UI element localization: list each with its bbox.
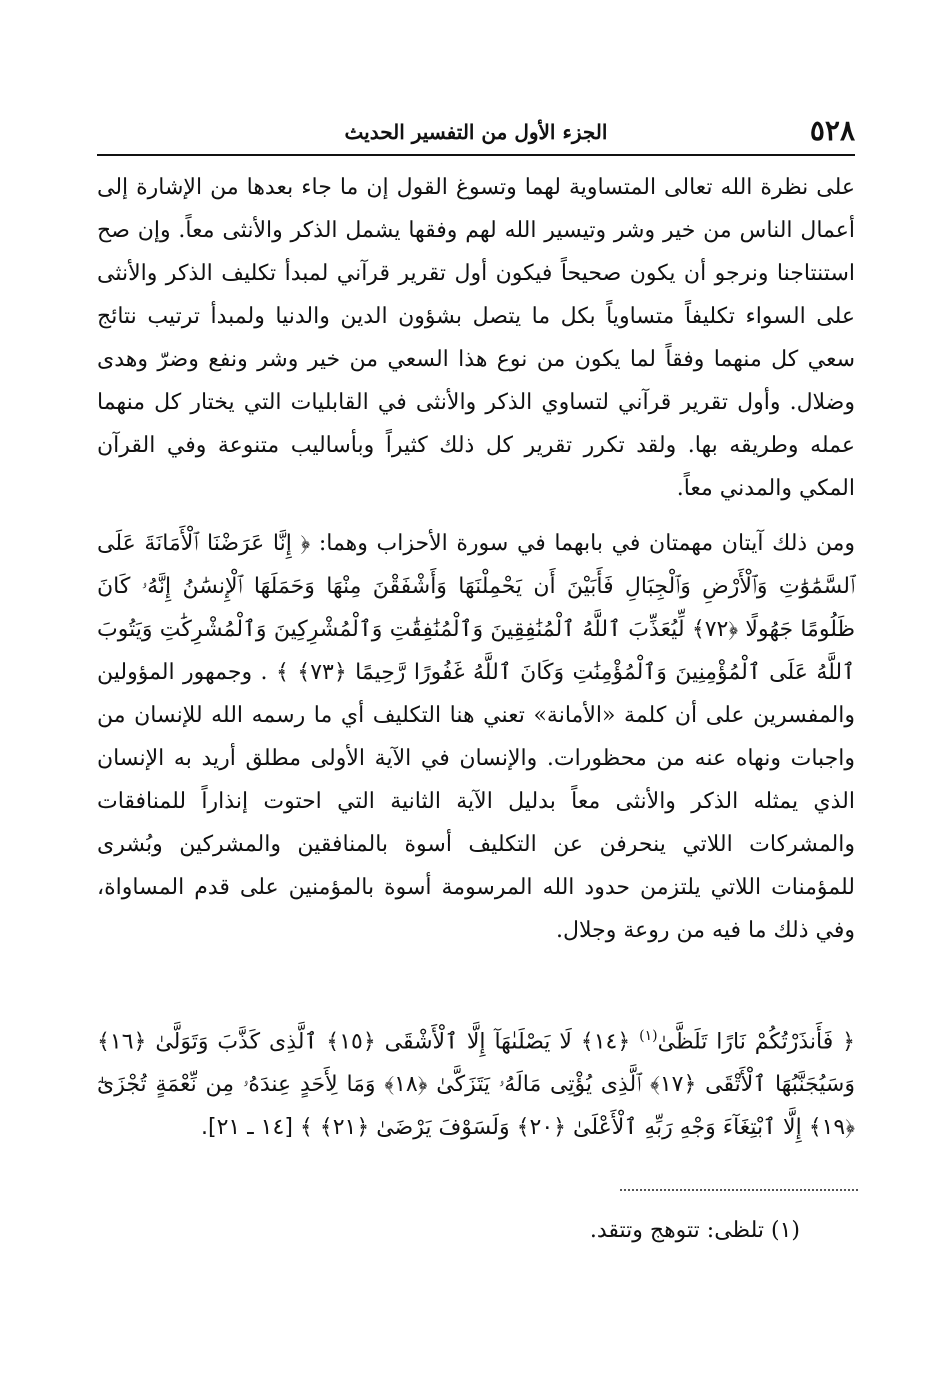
footnote-reference: (١): [639, 1028, 658, 1044]
quran-verse-ahzab: ﴿ إِنَّا عَرَضْنَا ٱلْأَمَانَةَ عَلَى ٱلسَّمَٰوَٰتِ وَٱلْأَرْضِ وَٱلْجِبَالِ فَأَبَيْنَ أَن يَحْمِلْنَهَا وَأَشْفَقْنَ مِنْهَا وَحَمَلَهَا ٱلْإِنسَٰنُ إِنَّهُۥ كَانَ ظَلُومًا جَهُولًا ﴿٧٢﴾ لِّيُعَذِّبَ ٱللَّهُ ٱلْمُنَٰفِقِينَ وَٱلْمُنَٰفِقَٰتِ وَٱلْمُشْرِكِينَ وَٱلْمُشْرِكَٰتِ وَيَتُوبَ ٱللَّهُ عَلَى ٱلْمُؤْمِنِينَ وَٱلْمُؤْمِنَٰتِ وَكَانَ ٱللَّهُ غَفُورًا رَّحِيمًا ﴿٧٣﴾ ﴾: [97, 531, 856, 685]
quran-verse-layl-rest: ﴿١٤﴾ لَا يَصْلَىٰهَآ إِلَّا ٱلْأَشْقَى ﴿١٥﴾ ٱلَّذِى كَذَّبَ وَتَوَلَّىٰ ﴿١٦﴾ وَسَيُجَنَّبُهَا ٱلْأَتْقَى ﴿١٧﴾ ٱلَّذِى يُؤْتِى مَالَهُۥ يَتَزَكَّىٰ ﴿١٨﴾ وَمَا لِأَحَدٍ عِندَهُۥ مِن نِّعْمَةٍ تُجْزَىٰٓ ﴿١٩﴾ إِلَّا ٱبْتِغَآءَ وَجْهِ رَبِّهِ ٱلْأَعْلَىٰ ﴿٢٠﴾ وَلَسَوْفَ يَرْضَىٰ ﴿٢١﴾ ﴾: [97, 1029, 855, 1141]
verse-reference: [١٤ ـ ٢١].: [201, 1115, 293, 1141]
paragraph-1: على نظرة الله تعالى المتساوية لهما وتسوغ القول إن ما جاء بعدها من الإشارة إلى أعمال الناس من خير وشر وتيسير الله لهم وفقها يشمل الذكر والأنثى معاً. وإن صح استنتاجنا ونرجو أن يكون صحيحاً فيكون أول تقرير قرآني لمبدأ تكليف الذكر والأنثى على السواء تكليفاً متساوياً بكل ما يتصل بشؤون الدين والدنيا ولمبدأ ترتيب نتائج سعي كل منهما وفقاً لما يكون من نوع هذا السعي من خير وشر ونفع وضرّ وهدى وضلال. وأول تقرير قرآني لتساوي الذكر والأنثى في القابليات التي يختار كل منهما عمله وطريقه بها. ولقد تكرر تقرير كل ذلك كثيراً وبأساليب متنوعة وفي القرآن المكي والمدني معاً.: [97, 175, 855, 501]
running-title: الجزء الأول من التفسير الحديث: [344, 120, 608, 144]
paragraph-2: [97, 522, 855, 952]
page-number: ٥٢٨: [809, 114, 855, 147]
quran-verse-layl-start: ﴿ فَأَنذَرْتُكُمْ نَارًا تَلَظَّىٰ: [657, 1029, 856, 1055]
paragraph-2-commentary: . وجمهور المؤولين والمفسرين على أن كلمة «الأمانة» تعني هنا التكليف أي ما رسمه الله للإنسان من واجبات ونهاه عنه من محظورات. والإنسان في الآية الأولى مطلق أريد به الإنسان الذي يمثله الذكر والأنثى معاً بدليل الآية الثانية التي احتوت إنذاراً للمنافقات والمشركات اللاتي ينحرفن عن التكليف أسوة بالمنافقين والمشركين وبُشرى للمؤمنات اللاتي يلتزمن حدود الله المرسومة أسوة بالمؤمنين على قدم المساواة، وفي ذلك ما فيه من روعة وجلال.: [97, 660, 855, 943]
verse-block: [97, 1015, 855, 1149]
page-header: [97, 112, 855, 156]
footnote-separator: [620, 1189, 858, 1191]
footnote: (١) تلظى: تتوهج وتتقد.: [589, 1218, 800, 1243]
paragraph-2-intro: ومن ذلك آيتان مهمتان في بابهما في سورة الأحزاب وهما:: [318, 531, 855, 556]
